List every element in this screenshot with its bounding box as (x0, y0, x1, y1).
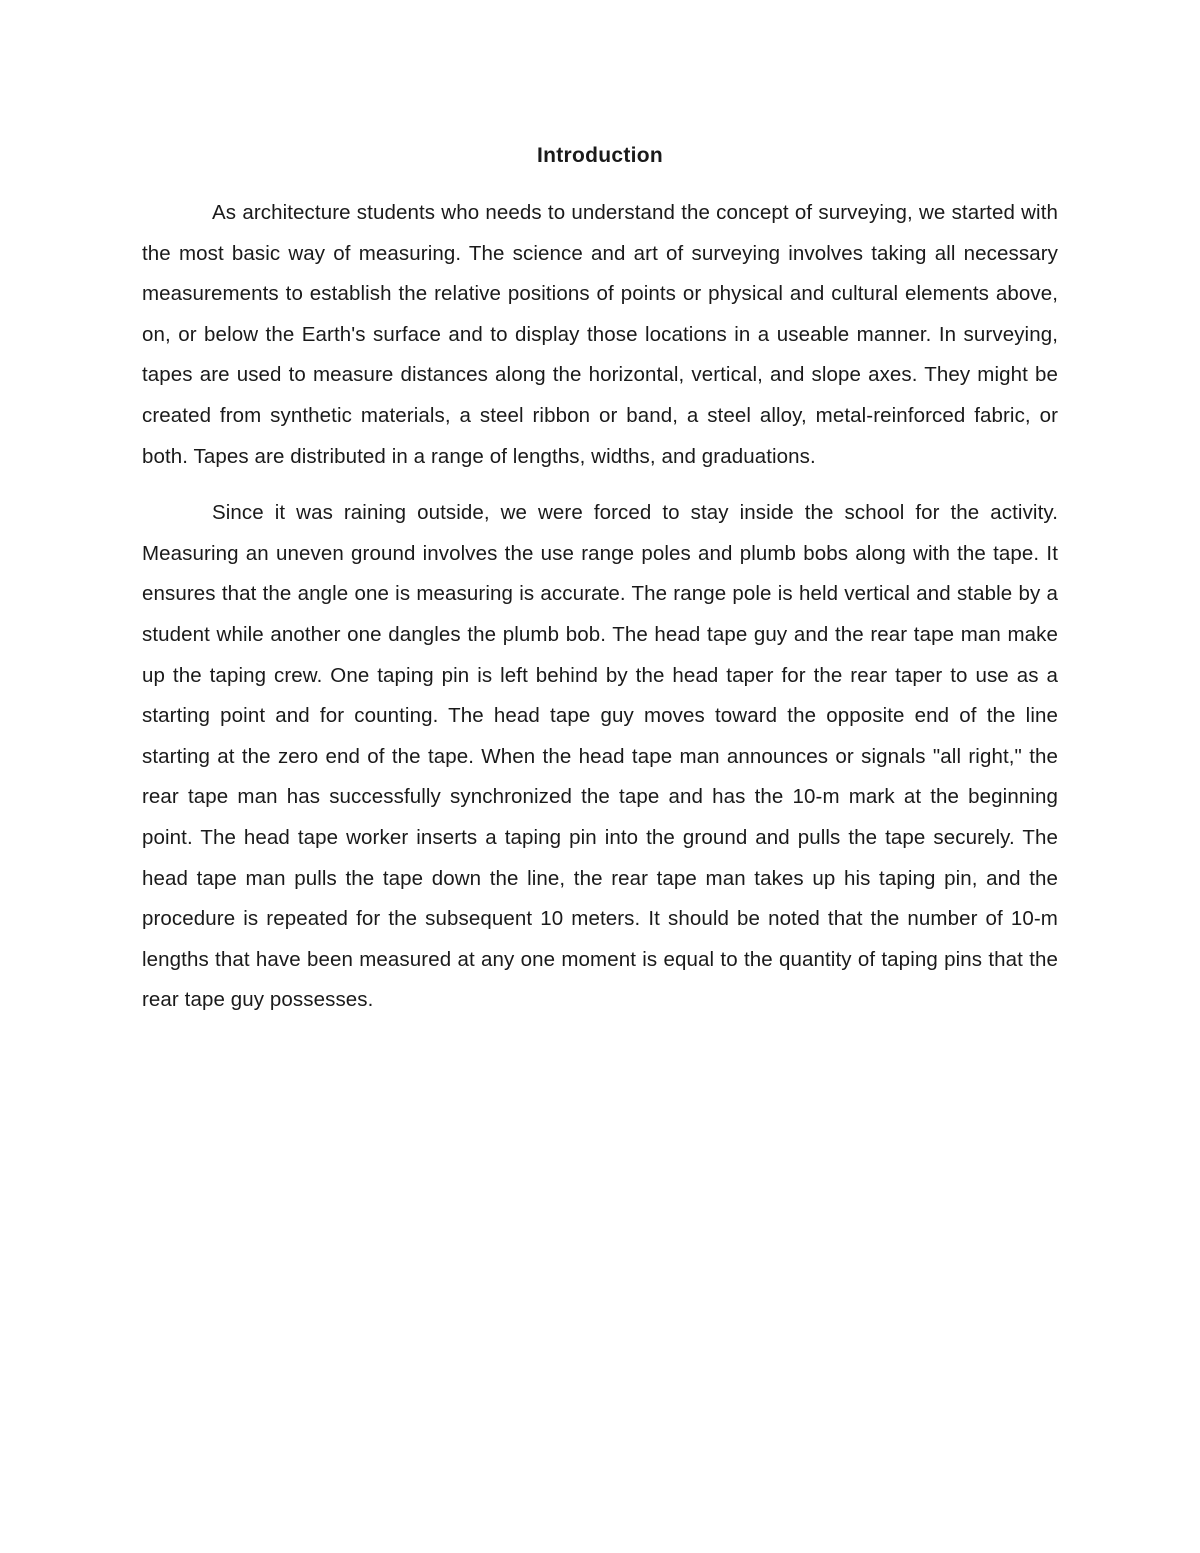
paragraph-taping-activity: Since it was raining outside, we were forced to stay inside the school for the activity. Measuring an uneven ground involves the use range poles and plumb bobs along with the tape. It ensures that the angle one is measuring is accurate. The range pole is held vertical and stable by a student while another one dangles the plumb bob. The head tape guy and the rear tape man make up the taping crew. One taping pin is left behind by the head taper for the rear taper to use as a starting point and for counting. The head tape guy moves toward the opposite end of the line starting at the zero end of the tape. When the head tape man announces or signals "all right," the rear tape man has successfully synchronized the tape and has the 10-m mark at the beginning point. The head tape worker inserts a taping pin into the ground and pulls the tape securely. The head tape man pulls the tape down the line, the rear tape man takes up his taping pin, and the procedure is repeated for the subsequent 10 meters. It should be noted that the number of 10-m lengths that have been measured at any one moment is equal to the quantity of taping pins that the rear tape guy possesses. (142, 501, 1058, 1012)
document-body (142, 193, 1058, 1021)
page-title: Introduction (536, 144, 664, 167)
paragraph-surveying-tapes: As architecture students who needs to understand the concept of surveying, we started with the most basic way of measuring. The science and art of surveying involves taking all necessary measurements to establish the relative positions of points or physical and cultural elements above, on, or below the Earth's surface and to display those locations in a useable manner. In surveying, tapes are used to measure distances along the horizontal, vertical, and slope axes. They might be created from synthetic materials, a steel ribbon or band, a steel alloy, metal-reinforced fabric, or both. Tapes are distributed in a range of lengths, widths, and graduations. (142, 201, 1058, 468)
